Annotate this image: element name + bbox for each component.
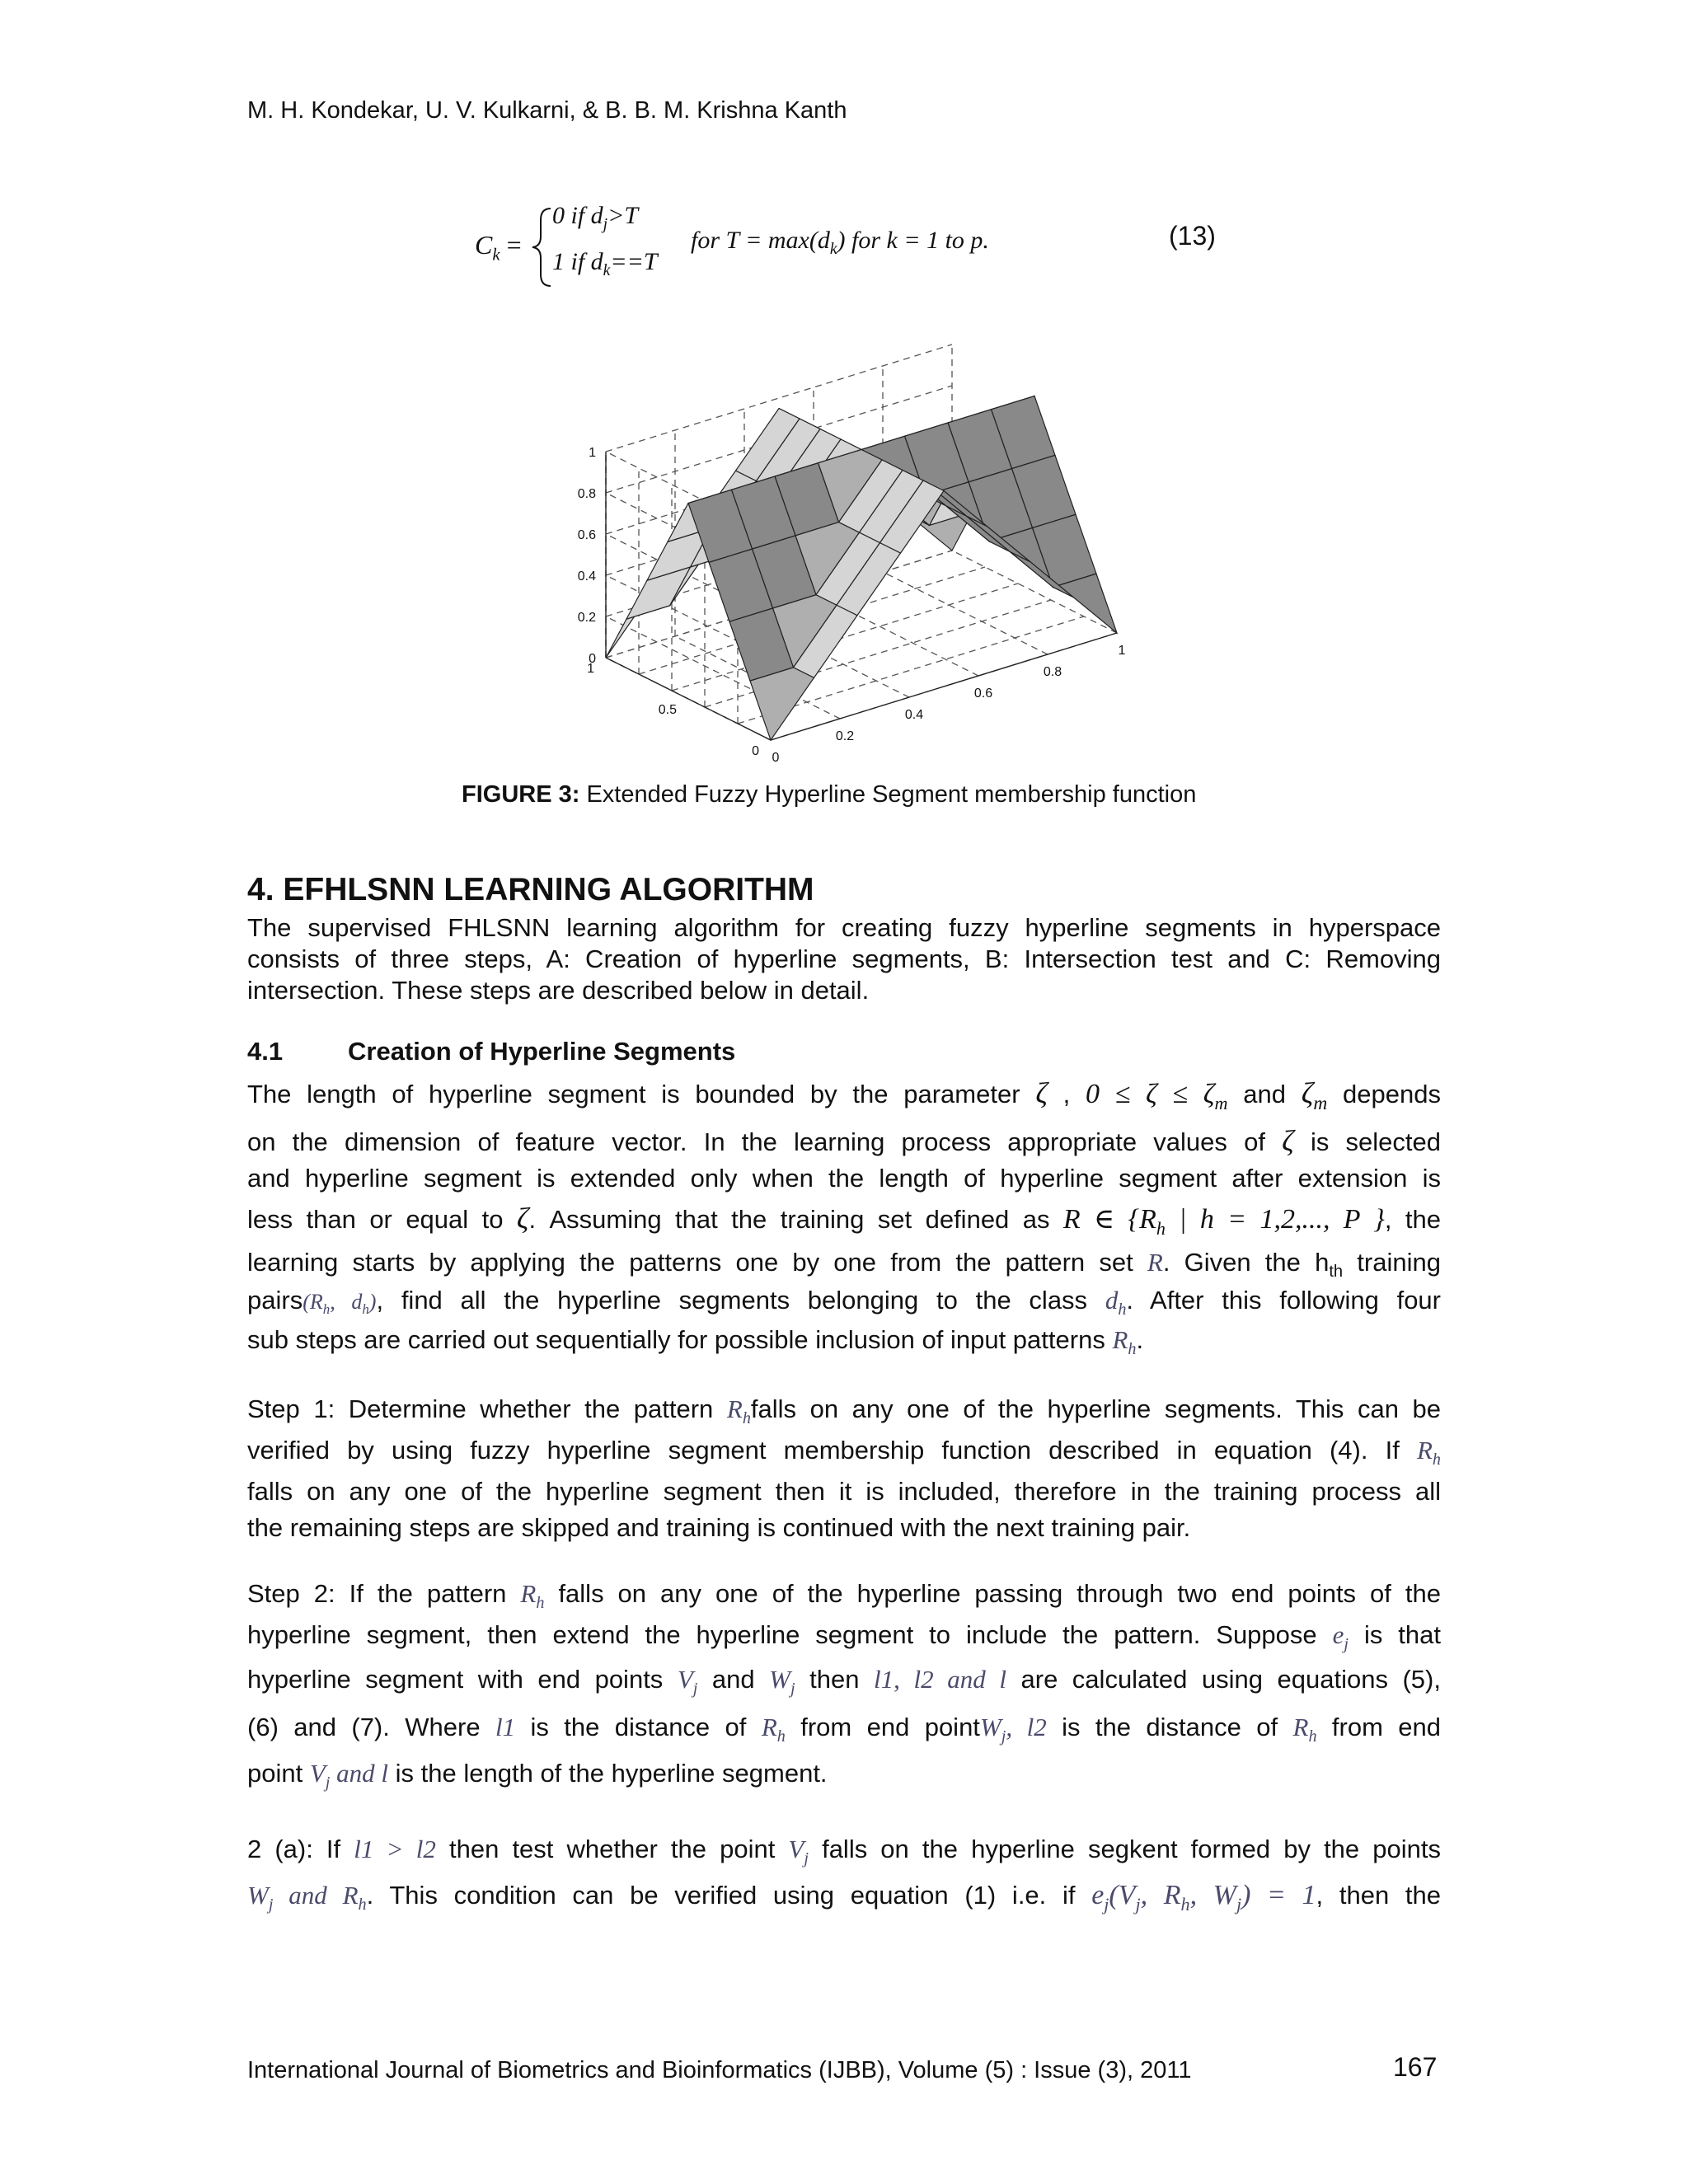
equation-number: (13)	[1169, 221, 1216, 251]
x-tick-label: 0.2	[835, 729, 855, 743]
x-tick-label: 0.4	[904, 708, 924, 722]
step2-line-3: hyperline segment with end points $V_j$ and $W_j$ then l1, l2 and l are calculated using equations (5),	[247, 1665, 1441, 1699]
para1-line-7: sub steps are carried out sequentially for possible inclusion of input patterns $R_h$.	[247, 1325, 1144, 1359]
para1-line-2: on the dimension of feature vector. In the learning process appropriate values of ζ is selected	[247, 1124, 1441, 1157]
y-tick-label: 0.5	[658, 703, 677, 717]
intro-line-1: The supervised FHLSNN learning algorithm for creating fuzzy hyperline segments in hyperspace	[247, 913, 1441, 942]
para1-line-6: $pairs(R_h$, $d_h$), find all the hyperline segments belonging to the class $d_h$. After this following four	[247, 1286, 1441, 1319]
step1-line-1: Step 1: Determine whether the pattern $R_hfalls$ on any one of the hyperline segments. This can be	[247, 1394, 1442, 1428]
step1-line-4: the remaining steps are skipped and training is continued with the next training pair.	[247, 1513, 1191, 1542]
z-tick-label: 0.6	[577, 528, 596, 542]
footer-journal: International Journal of Biometrics and Bioinformatics (IJBB), Volume (5) : Issue (3), 2011	[247, 2057, 1192, 2083]
para1-line-1: The length of hyperline segment is bounded by the parameter ζ , $0 \le \zeta \le \zeta_m$ and $\zeta_m$ depends	[247, 1076, 1441, 1115]
step2a-line-1: 2 (a): If l1 > l2 then test whether the point $V_j$ falls on the hyperline segkent formed by the points	[247, 1835, 1441, 1868]
z-tick-label: 0	[589, 652, 596, 666]
grid-line	[883, 572, 1048, 654]
eq-case-2: 1 if $d_k==T$	[552, 248, 658, 279]
subsection-title: Creation of Hyperline Segments	[348, 1037, 736, 1066]
subsection-number: 4.1	[247, 1037, 284, 1066]
figure-caption: FIGURE 3: Extended Fuzzy Hyperline Segment membership function	[462, 781, 1197, 808]
para1-line-3: and hyperline segment is extended only when the length of hyperline segment after extension is	[247, 1164, 1441, 1193]
z-tick-label: 0.4	[577, 569, 596, 583]
section-heading: 4. EFHLSNN LEARNING ALGORITHM	[247, 872, 814, 907]
intro-line-2: consists of three steps, A: Creation of hyperline segments, B: Intersection test and C: Removing	[247, 944, 1441, 973]
para1-line-5: learning starts by applying the patterns one by one from the pattern set R. Given the $h_{th}$ training	[247, 1248, 1441, 1282]
z-tick-label: 1	[589, 446, 596, 460]
surface-mesh	[606, 396, 1117, 741]
z-tick-label: 0.2	[577, 611, 596, 625]
eq-case-1: 0 if $d_j>T$	[552, 202, 639, 233]
x-tick-label: 0.8	[1043, 665, 1062, 679]
eq-lhs: $C_k$ =	[475, 230, 522, 265]
y-tick-label: 0	[752, 744, 759, 758]
x-tick-label: 1	[1118, 644, 1126, 658]
z-tick-label: 0.8	[577, 487, 596, 501]
equation-13	[470, 202, 1698, 293]
step2-line-5: point $V_j$ and l is the length of the hyperline segment.	[247, 1759, 828, 1793]
step2-line-4: (6) and (7). Where l1 is the distance of $R_h$ from end pointW$_j$, l2 is the distance of $R_h$ from end	[247, 1713, 1442, 1746]
step1-line-3: falls on any one of the hyperline segment then it is included, therefore in the training process all	[247, 1477, 1441, 1506]
step2-line-1: Step 2: If the pattern $R_h$ falls on any one of the hyperline passing through two end points of the	[247, 1579, 1441, 1613]
step1-line-2: verified by using fuzzy hyperline segment membership function described in equation (4). If $R_h$	[247, 1436, 1441, 1469]
running-header: M. H. Kondekar, U. V. Kulkarni, & B. B. M. Krishna Kanth	[247, 97, 847, 124]
intro-line-3: intersection. These steps are described below in detail.	[247, 976, 870, 1005]
step2a-line-2: $W_j$ and $R_h$. This condition can be verified using equation (1) i.e. if $e_j(V_j$, $R_h$, $W_j) = 1$, then the	[247, 1880, 1441, 1915]
y-tick-label: 1	[587, 662, 594, 676]
step2-line-2: hyperline segment, then extend the hyperline segment to include the pattern. Suppose $e_j$ is that	[247, 1620, 1441, 1654]
figure-3-surface-plot	[528, 346, 1126, 775]
x-tick-label: 0	[772, 751, 780, 765]
eq-condition: for $T = \max(d_k)$ for k = 1 to p.	[691, 227, 989, 258]
para1-line-4: less than or equal to ζ. Assuming that the training set defined as R ∈ {$R_h$ | h = 1,2,..., P }, the	[247, 1202, 1441, 1239]
page-number: 167	[1393, 2052, 1438, 2082]
x-tick-label: 0.6	[973, 687, 993, 701]
